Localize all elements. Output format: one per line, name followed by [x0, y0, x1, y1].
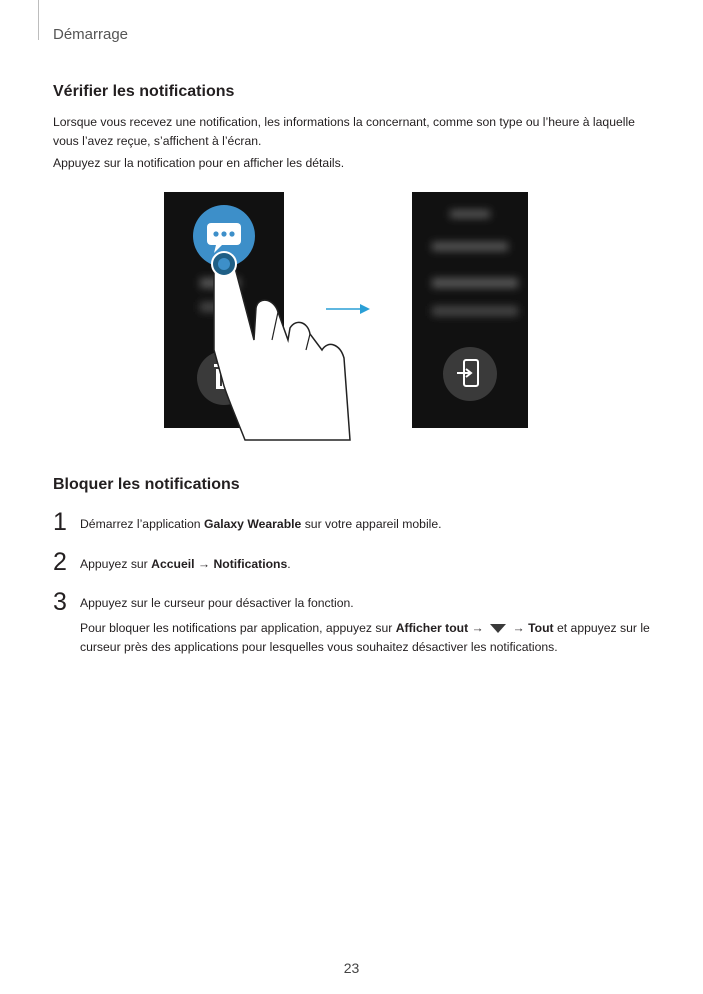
step-3-note: Pour bloquer les notifications par application, appuyez sur Afficher tout → → Tout et appuyez sur le curseur près des applications pour lesquelles vous souhaitez désactiver les notifications.	[80, 621, 650, 654]
page-number: 23	[343, 960, 360, 976]
heading-block-notifications: Bloquer les notifications	[53, 476, 240, 493]
section-label: Démarrage	[53, 26, 129, 43]
header-rule	[38, 0, 39, 40]
heading-verify-notifications: Vérifier les notifications	[53, 83, 235, 100]
notification-illustration	[160, 190, 540, 445]
step-text: Démarrez l’application Galaxy Wearable sur votre appareil mobile.	[80, 517, 442, 531]
dropdown-triangle-icon	[490, 624, 506, 633]
step-text: Appuyez sur le curseur pour désactiver la fonction.	[80, 596, 354, 610]
arrow-right-icon	[326, 304, 370, 314]
paragraph-verify-details: Appuyez sur la notification pour en afficher les détails.	[53, 156, 345, 170]
step-number: 2	[53, 548, 67, 576]
step-text: Appuyez sur Accueil → Notifications.	[80, 557, 291, 571]
step-number: 3	[53, 588, 67, 616]
paragraph-verify-intro: Lorsque vous recevez une notification, les informations la concernant, comme son type ou l’heure à laquelle vous l’avez reçue, s’affichent à l’écran.	[53, 115, 635, 148]
open-on-phone-icon	[443, 347, 497, 401]
step-number: 1	[53, 508, 67, 536]
touch-indicator	[212, 252, 236, 276]
